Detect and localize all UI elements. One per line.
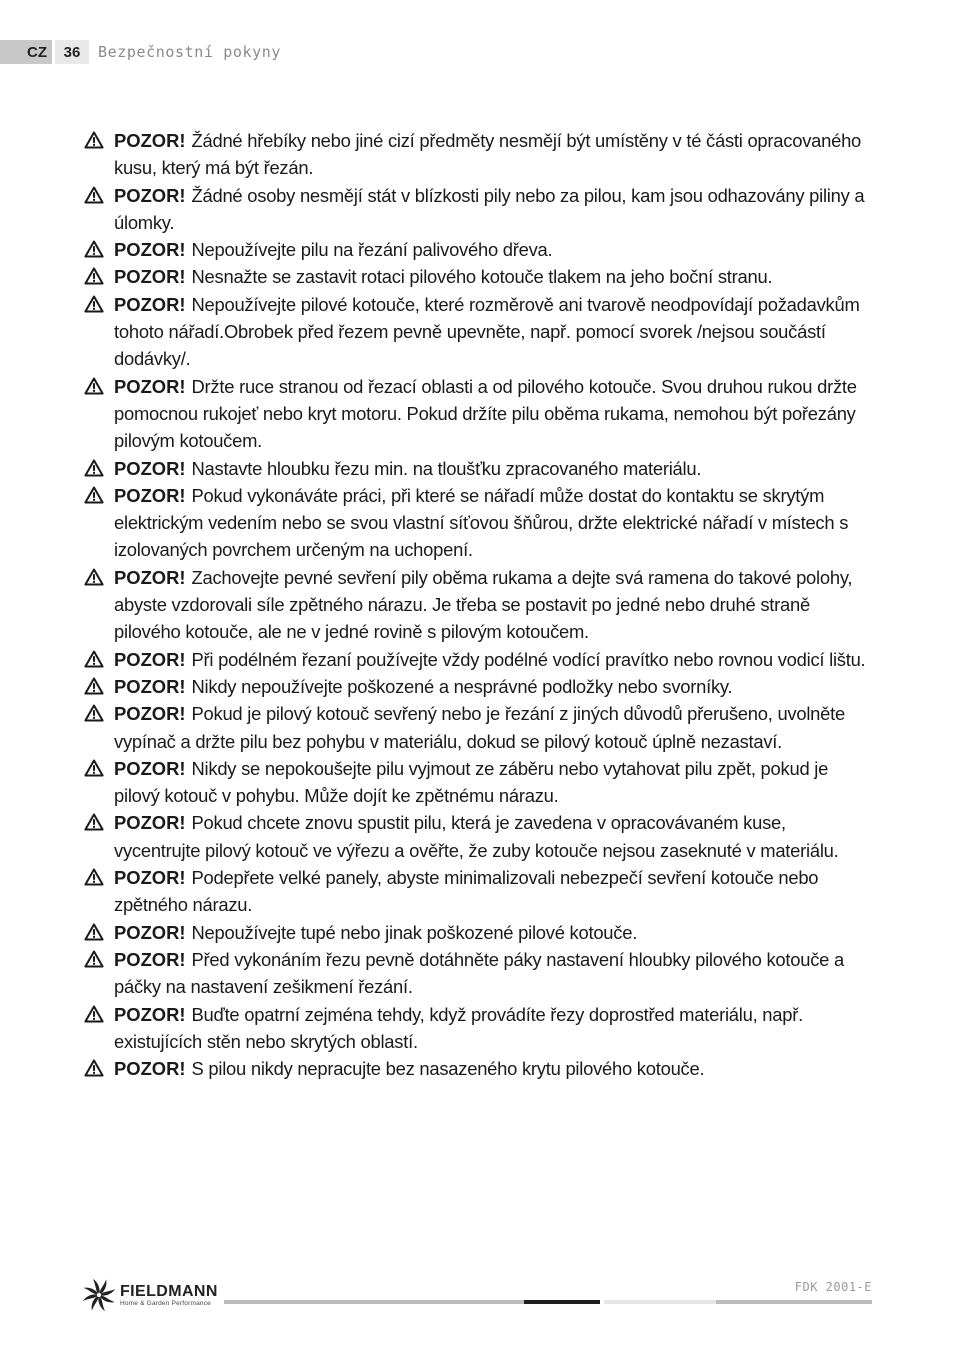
section-title: Bezpečnostní pokyny [98,43,281,61]
warning-item [84,564,874,646]
warning-label: POZOR! [114,812,186,834]
warning-triangle-icon [84,568,104,586]
warning-label: POZOR! [114,675,186,697]
warning-text: Pokud je pilový kotouč sevřený nebo je řezání z jiných důvodů přerušeno, uvolněte vypínač a držte pilu bez pohybu v materiálu, dokud se pilový kotouč úplně nezastaví. [114,703,845,752]
warning-triangle-icon [84,377,104,395]
warning-text: Při podélném řezaní používejte vždy podélné vodící pravítko nebo rovnou vodicí lištu. [191,648,866,670]
page-number: 36 [55,40,89,64]
warning-item [84,755,874,810]
warning-text: Buďte opatrní zejména tehdy, když provádíte řezy doprostřed materiálu, např. existujících stěn nebo skrytých oblastí. [114,1003,803,1052]
footer-divider-segment [604,1300,716,1304]
warning-text: Před vykonáním řezu pevně dotáhněte páky nastavení hloubky pilového kotouče a páčky na nastavení zešikmení řezání. [114,948,844,998]
warning-triangle-icon [84,1059,104,1077]
warning-triangle-icon [84,650,104,668]
warning-label: POZOR! [114,184,186,206]
warning-label: POZOR! [114,948,186,970]
warning-text: Nesnažte se zastavit rotaci pilového kotouče tlakem na jeho boční stranu. [191,266,773,288]
warning-item [84,291,874,373]
warning-triangle-icon [84,1005,104,1023]
warning-triangle-icon [84,295,104,313]
warning-text: Nepoužívejte pilové kotouče, které rozměrově ani tvarově neodpovídají požadavkům tohoto nářadí.Obrobek před řezem pevně upevněte, např. pomocí svorek /nejsou součástí dodávky/. [114,293,860,370]
model-number: FDK 2001-E [794,1280,872,1294]
warning-item [84,455,874,482]
warning-label: POZOR! [114,648,186,670]
warning-text: Nastavte hloubku řezu min. na tloušťku zpracovaného materiálu. [191,457,702,479]
warning-label: POZOR! [114,867,186,889]
warning-item [84,809,874,864]
warning-text: Žádné osoby nesmějí stát v blízkosti pily nebo za pilou, kam jsou odhazovány piliny a úlomky. [114,184,865,233]
fieldmann-logo-icon [81,1278,117,1312]
warning-label: POZOR! [114,703,186,725]
warning-label: POZOR! [114,239,186,261]
warning-item [84,263,874,290]
brand-tagline: Home & Garden Performance [120,1299,211,1307]
warning-item [84,673,874,700]
warning-triangle-icon [84,240,104,258]
warning-triangle-icon [84,868,104,886]
warning-triangle-icon [84,186,104,204]
warning-text: Pokud vykonáváte práci, při které se nářadí může dostat do kontaktu se skrytým elektrickým vedením nebo se svou vlastní síťovou šňůrou, držte elektrické nářadí v místech s izolovaných povrchem určeným na uchopení. [114,484,849,561]
footer-divider-segment [716,1300,872,1304]
warning-triangle-icon [84,486,104,504]
warning-label: POZOR! [114,484,186,506]
warning-item [84,946,874,1001]
warning-text: Nepoužívejte tupé nebo jinak poškozené pilové kotouče. [191,921,638,943]
warning-item [84,182,874,237]
warning-text: Nikdy nepoužívejte poškozené a nesprávné podložky nebo svorníky. [191,675,733,697]
warning-item [84,646,874,673]
warning-item [84,373,874,455]
warning-label: POZOR! [114,130,186,151]
warning-triangle-icon [84,131,104,149]
warning-label: POZOR! [114,266,186,288]
page-header [0,40,281,64]
brand-logo [81,1278,218,1312]
warning-label: POZOR! [114,457,186,479]
warning-text: Nikdy se nepokoušejte pilu vyjmout ze záběru nebo vytahovat pilu zpět, pokud je pilový kotouč v pohybu. Může dojít ke zpětnému nárazu. [114,757,829,807]
warning-label: POZOR! [114,1003,186,1025]
warning-triangle-icon [84,677,104,695]
warning-item [84,1001,874,1056]
warning-label: POZOR! [114,566,186,588]
warnings-list [84,127,874,1082]
warning-triangle-icon [84,267,104,285]
warning-label: POZOR! [114,375,186,397]
warning-triangle-icon [84,759,104,777]
warning-item [84,919,874,946]
warning-text: Nepoužívejte pilu na řezání palivového dřeva. [191,239,553,261]
footer-divider-segment [524,1300,600,1304]
footer-divider-segment [224,1300,524,1304]
brand-name: FIELDMANN [120,1282,218,1300]
warning-item [84,864,874,919]
warning-text: S pilou nikdy nepracujte bez nasazeného krytu pilového kotouče. [191,1058,705,1080]
warning-text: Zachovejte pevné sevření pily oběma rukama a dejte svá ramena do takové polohy, abyste vzdorovali síle zpětného nárazu. Je třeba se postavit po jedné nebo druhé straně pilového kotouče, ale ne v jedné rovině s pilovým kotoučem. [114,566,853,643]
warning-triangle-icon [84,923,104,941]
warning-item [84,1055,874,1082]
warning-triangle-icon [84,704,104,722]
warning-text: Žádné hřebíky nebo jiné cizí předměty nesmějí být umístěny v té části opracovaného kusu, který má být řezán. [114,130,862,179]
warning-text: Podepřete velké panely, abyste minimalizovali nebezpečí sevření kotouče nebo zpětného nárazu. [114,867,819,916]
warning-label: POZOR! [114,921,186,943]
warning-item [84,482,874,564]
warning-text: Držte ruce stranou od řezací oblasti a od pilového kotouče. Svou druhou rukou držte pomocnou rukojeť nebo kryt motoru. Pokud držíte pilu oběma rukama, nemohou být pořezány pilovým kotoučem. [114,375,857,452]
warning-triangle-icon [84,813,104,831]
warning-text: Pokud chcete znovu spustit pilu, která je zavedena v opracovávaném kuse, vycentrujte pilový kotouč ve výřezu a ověřte, že zuby kotouče nejsou zaseknuté v materiálu. [114,812,839,861]
language-code: CZ [0,40,52,64]
warning-item [84,127,874,182]
warning-item [84,236,874,263]
warning-label: POZOR! [114,1058,186,1080]
warning-label: POZOR! [114,293,186,315]
warning-triangle-icon [84,459,104,477]
warning-item [84,700,874,755]
warning-label: POZOR! [114,757,186,779]
warning-triangle-icon [84,950,104,968]
